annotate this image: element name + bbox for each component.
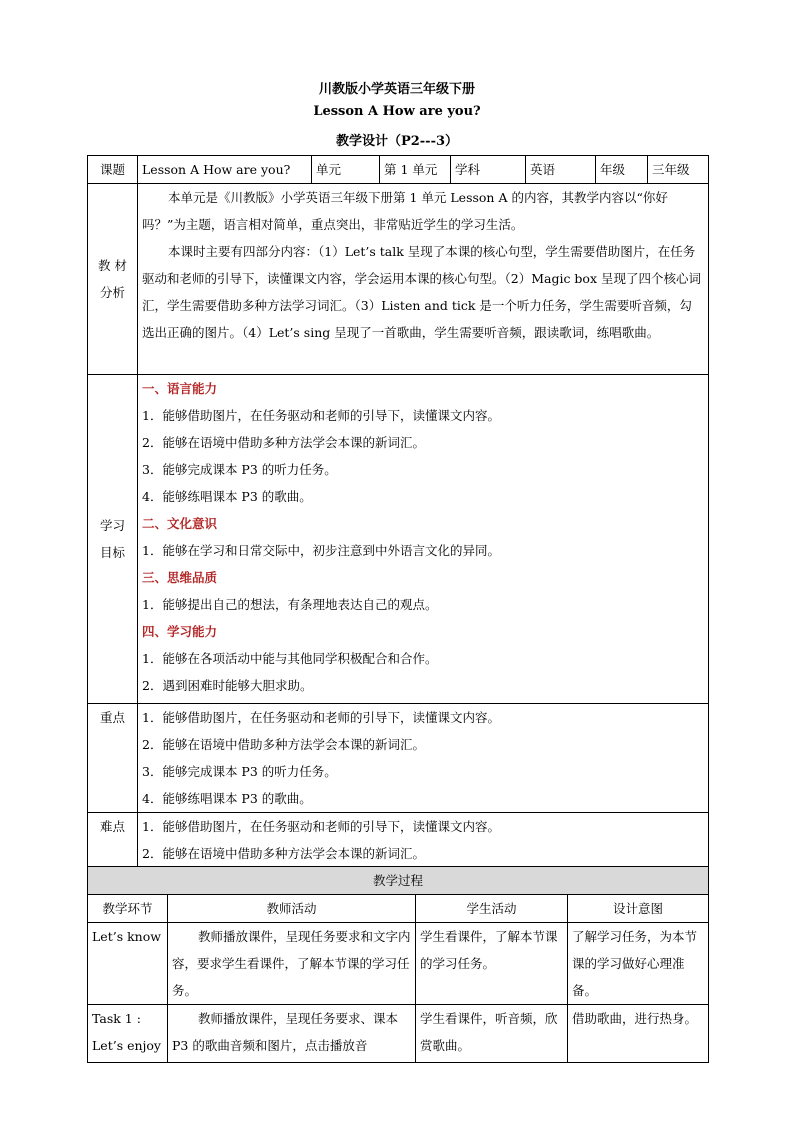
- analysis-paragraph: 本单元是《川教版》小学英语三年级下册第 1 单元 Lesson A 的内容，其教学内容以“你好吗？”为主题，语言相对简单，重点突出，非常贴近学生的学习生活。: [142, 190, 668, 232]
- table-row: [88, 1005, 709, 1063]
- step-cell: [88, 923, 168, 1005]
- lesson-info-table: [87, 155, 709, 868]
- lesson-title: Lesson A How are you?: [313, 104, 481, 119]
- student-activity: 学生看课件，听音频，欣赏歌曲。: [416, 1005, 568, 1063]
- col-header-student: 学生活动: [416, 895, 568, 923]
- teacher-activity-text: 教师播放课件，呈现任务要求和文字内容，要求学生看课件，了解本节课的学习任务。: [172, 929, 411, 998]
- key-point-item: 1．能够借助图片，在任务驱动和老师的引导下，读懂课文内容。: [142, 710, 500, 725]
- goals-label: [88, 375, 138, 704]
- step-name-line2: Let’s enjoy: [92, 1038, 161, 1053]
- topic-label: 课题: [88, 156, 138, 184]
- goal-item: 1．能够在各项活动中能与其他同学积极配合和合作。: [142, 651, 438, 666]
- goal-item: 2．能够在语境中借助多种方法学会本课的新词汇。: [142, 435, 425, 450]
- goals-label-line2: 目标: [99, 545, 125, 560]
- difficulties-content: [138, 813, 709, 868]
- difficulty-item: 1．能够借助图片，在任务驱动和老师的引导下，读懂课文内容。: [142, 819, 500, 834]
- student-activity: 学生看课件，了解本节课的学习任务。: [416, 923, 568, 1005]
- doc-title: 川教版小学英语三年级下册: [318, 82, 475, 97]
- key-point-item: 4．能够练唱课本 P3 的歌曲。: [142, 791, 312, 806]
- key-point-item: 2．能够在语境中借助多种方法学会本课的新词汇。: [142, 737, 425, 752]
- goals-label-line1: 学习: [99, 518, 125, 533]
- grade-value: 三年级: [648, 156, 709, 184]
- goal-item: 4．能够练唱课本 P3 的歌曲。: [142, 489, 312, 504]
- table-row: [88, 923, 709, 1005]
- col-header-intent: 设计意图: [568, 895, 709, 923]
- goal-item: 3．能够完成课本 P3 的听力任务。: [142, 462, 337, 477]
- goals-content: [138, 375, 709, 704]
- topic-value: Lesson A How are you?: [138, 156, 312, 184]
- difficulties-label: 难点: [88, 813, 138, 868]
- teacher-activity-text: 教师播放课件，呈现任务要求、课本 P3 的歌曲音频和图片，点击播放音: [172, 1011, 399, 1053]
- goal-item: 1．能够借助图片，在任务驱动和老师的引导下，读懂课文内容。: [142, 408, 500, 423]
- analysis-content: [138, 184, 709, 375]
- step-name: Let’s know: [92, 929, 161, 944]
- key-points-label: 重点: [88, 704, 138, 813]
- goal-section-title: 一、语言能力: [142, 381, 218, 396]
- process-header-row: [88, 895, 709, 923]
- key-point-item: 3．能够完成课本 P3 的听力任务。: [142, 764, 337, 779]
- design-intent: 借助歌曲，进行热身。: [568, 1005, 709, 1063]
- process-title: 教学过程: [88, 867, 709, 895]
- analysis-paragraph: 本课时主要有四部分内容：（1）Let’s talk 呈现了本课的核心句型，学生需要借助图片，在任务驱动和老师的引导下，读懂课文内容，学会运用本课的核心句型。（2）Magic box 呈现了四个核心词汇，学生需要借助多种方法学习词汇。（3）Listen and tick 是一个听力任务，学生需要听音频，勾选出正确的图片。（4）Let’s sing 呈现了一首歌曲，学生需要听音频，跟读歌词，练唱歌曲。: [142, 244, 701, 340]
- unit-value: 第 1 单元: [380, 156, 451, 184]
- goal-item: 1．能够提出自己的想法，有条理地表达自己的观点。: [142, 597, 438, 612]
- goal-section-title: 四、学习能力: [142, 624, 218, 639]
- info-row: [88, 156, 709, 184]
- step-cell: [88, 1005, 168, 1063]
- analysis-label: [88, 184, 138, 375]
- analysis-label-line1: 教 材: [98, 258, 127, 273]
- goal-item: 1．能够在学习和日常交际中，初步注意到中外语言文化的异同。: [142, 543, 500, 558]
- col-header-step: 教学环节: [88, 895, 168, 923]
- goals-row: [88, 375, 709, 704]
- design-intent: 了解学习任务，为本节课的学习做好心理准备。: [568, 923, 709, 1005]
- subject-label: 学科: [451, 156, 526, 184]
- design-subtitle: 教学设计（P2---3）: [335, 134, 459, 149]
- step-name: Task 1 :: [92, 1011, 141, 1026]
- analysis-row: [88, 184, 709, 375]
- difficulties-row: [88, 813, 709, 868]
- teaching-process-table: [87, 866, 709, 1063]
- process-title-row: [88, 867, 709, 895]
- key-points-row: [88, 704, 709, 813]
- unit-label: 单元: [312, 156, 380, 184]
- col-header-teacher: 教师活动: [168, 895, 416, 923]
- goal-section-title: 二、文化意识: [142, 516, 218, 531]
- analysis-label-line2: 分析: [99, 285, 125, 300]
- key-points-content: [138, 704, 709, 813]
- goal-item: 2．遇到困难时能够大胆求助。: [142, 678, 313, 693]
- difficulty-item: 2．能够在语境中借助多种方法学会本课的新词汇。: [142, 846, 425, 861]
- goal-section-title: 三、思维品质: [142, 570, 218, 585]
- teacher-activity: [168, 923, 416, 1005]
- teacher-activity: [168, 1005, 416, 1063]
- subject-value: 英语: [526, 156, 596, 184]
- grade-label: 年级: [596, 156, 648, 184]
